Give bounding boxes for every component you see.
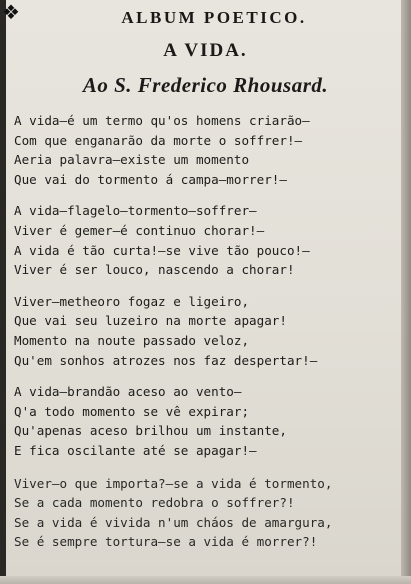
stanza-gap — [14, 370, 404, 382]
poem-body — [14, 111, 404, 552]
stanza-3 — [14, 292, 404, 370]
scan-bottom-edge — [0, 576, 411, 584]
poem-line: Com que enganarão da morte o soffrer!— — [14, 132, 303, 148]
stanza-1 — [14, 111, 404, 189]
stanza-4 — [14, 382, 404, 460]
poem-line: Viver—metheoro fogaz e ligeiro, — [14, 293, 250, 309]
stanza-gap — [14, 461, 404, 474]
poem-line: Q'a todo momento se vê expirar; — [14, 403, 250, 419]
poem-line: Qu'em sonhos atrozes nos faz despertar!— — [14, 352, 318, 368]
poem-line: Qu'apenas aceso brilhou um instante, — [14, 423, 287, 439]
poem-line: Viver é gemer—é continuo chorar!— — [14, 222, 265, 238]
poem-line: Que vai do tormento á campa—morrer!— — [14, 171, 287, 187]
ornament-icon: ❖ — [2, 0, 20, 24]
poem-line: A vida é tão curta!—se vive tão pouco!— — [14, 242, 310, 258]
poem-line: Se é sempre tortura—se a vida é morrer?! — [14, 534, 318, 550]
poem-line: E fica oscilante até se apagar!— — [14, 442, 257, 458]
poem-line: Aeria palavra—existe um momento — [14, 152, 250, 168]
section-header: ALBUM POETICO. — [121, 8, 307, 27]
poem-line: Se a cada momento redobra o soffrer?! — [14, 495, 295, 511]
stanza-gap — [14, 280, 404, 292]
poem-line: A vida—é um termo qu'os homens criarão— — [14, 113, 310, 128]
poem-line: Viver é ser louco, nascendo a chorar! — [14, 262, 295, 278]
poem-line: Que vai seu luzeiro na morte apagar! — [14, 313, 287, 329]
poem-line: Viver—o que importa?—se a vida é tormento, — [14, 475, 333, 491]
poem-title: A VIDA. — [163, 40, 248, 61]
stanza-gap — [14, 189, 404, 201]
poem-dedication: Ao S. Frederico Rhousard. — [82, 73, 329, 97]
poem-line: A vida—flagelo—tormento—soffrer— — [14, 203, 257, 219]
poem-line: Momento na noute passado veloz, — [14, 332, 250, 348]
stanza-5 — [14, 474, 404, 552]
poem-line: A vida—brandão aceso ao vento— — [14, 384, 242, 400]
stanza-2 — [14, 201, 404, 279]
poem-line: Se a vida é vivida n'um cháos de amargura, — [14, 514, 333, 530]
